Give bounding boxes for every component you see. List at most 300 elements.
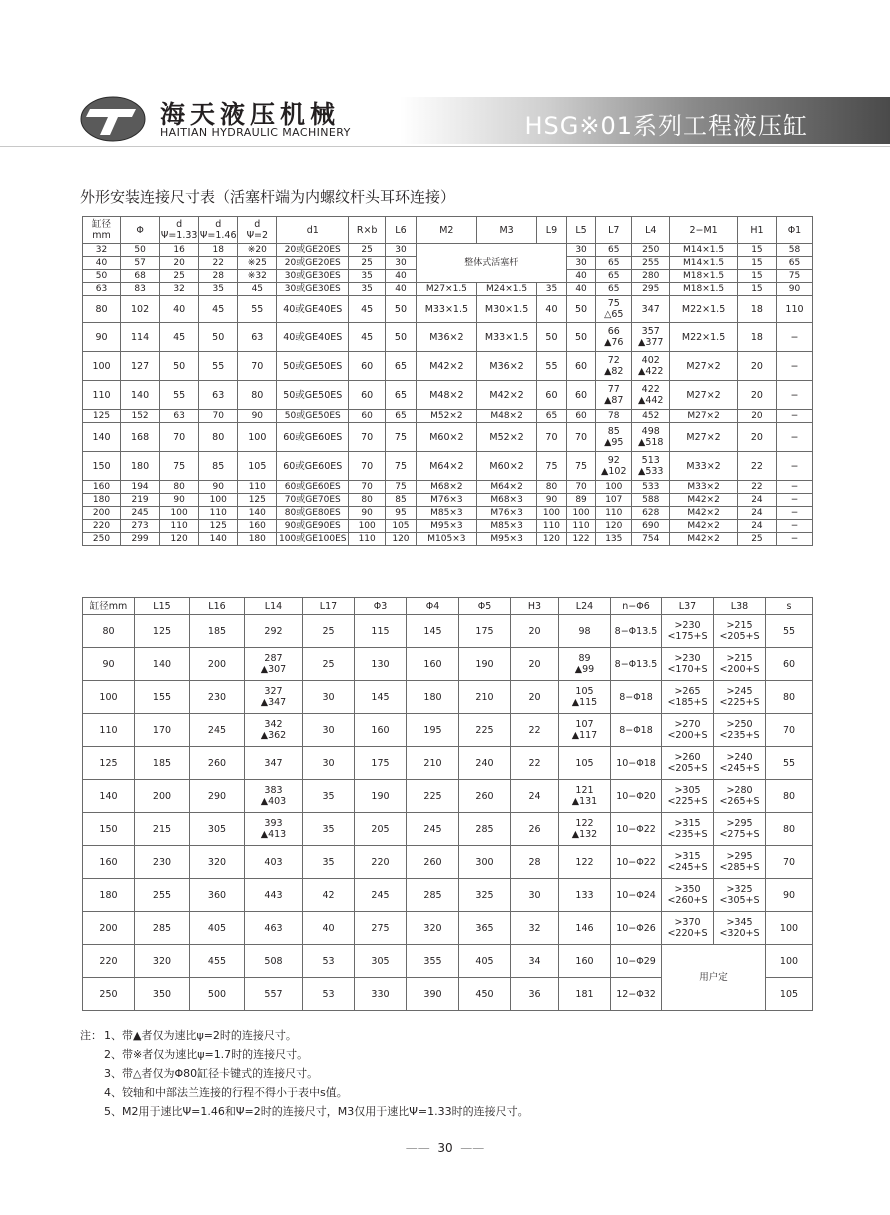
table-cell: 90 <box>83 648 135 681</box>
table-cell: − <box>776 381 812 410</box>
table-cell: 25 <box>349 244 386 257</box>
table-cell: 230 <box>190 681 245 714</box>
table-cell: 25 <box>349 257 386 270</box>
column-header: Φ5 <box>459 598 511 615</box>
table-cell: 100 <box>537 507 567 520</box>
table-cell: 30 <box>303 681 355 714</box>
table-cell: 357 ▲377 <box>632 323 670 352</box>
table-cell: 105 <box>559 747 611 780</box>
table-cell: 22 <box>199 257 238 270</box>
table-cell: 146 <box>559 912 611 945</box>
table-cell: 20 <box>737 423 776 452</box>
table-cell: 225 <box>459 714 511 747</box>
table-cell: 100 <box>238 423 277 452</box>
table-cell: 122 ▲132 <box>559 813 611 846</box>
table-cell: 121 ▲131 <box>559 780 611 813</box>
table-cell: >230 <175+S <box>662 615 714 648</box>
table-cell: 8−Φ13.5 <box>611 648 662 681</box>
column-header: Φ4 <box>407 598 459 615</box>
table-cell: M95×3 <box>416 520 476 533</box>
table-cell: 452 <box>632 410 670 423</box>
table-cell: 100 <box>566 507 596 520</box>
table-cell: 50 <box>386 323 417 352</box>
table-cell: 557 <box>245 978 303 1011</box>
table-cell: 160 <box>83 846 135 879</box>
table-cell: − <box>776 507 812 520</box>
column-header: H1 <box>737 217 776 244</box>
table-cell: >240 <245+S <box>714 747 766 780</box>
table-cell: 185 <box>190 615 245 648</box>
table-cell: 22 <box>737 481 776 494</box>
table-cell: 110 <box>199 507 238 520</box>
table-cell: 190 <box>355 780 407 813</box>
table-cell: 60或GE60ES <box>277 452 349 481</box>
table-cell: 160 <box>238 520 277 533</box>
table-cell: 65 <box>596 244 632 257</box>
table-cell: 10−Φ22 <box>611 846 662 879</box>
table-cell: 285 <box>135 912 190 945</box>
table-cell: 325 <box>459 879 511 912</box>
table-cell: 80 <box>199 423 238 452</box>
table-cell: >295 <285+S <box>714 846 766 879</box>
table-cell: 8−Φ18 <box>611 714 662 747</box>
table-cell: 60或GE60ES <box>277 423 349 452</box>
haitian-logo-icon <box>80 95 146 143</box>
table-cell: 145 <box>407 615 459 648</box>
table-cell: 60 <box>537 381 567 410</box>
table-cell: 260 <box>459 780 511 813</box>
table-cell: 225 <box>407 780 459 813</box>
table-cell: 80 <box>537 481 567 494</box>
table-cell: 150 <box>83 813 135 846</box>
table-cell: 53 <box>303 945 355 978</box>
table-cell: 305 <box>190 813 245 846</box>
column-header: Φ <box>121 217 160 244</box>
table-cell: 405 <box>190 912 245 945</box>
column-header: d Ψ=1.46 <box>199 217 238 244</box>
table-cell: 30 <box>303 747 355 780</box>
table-cell: M85×3 <box>476 520 536 533</box>
page-number: —— 30 —— <box>405 1141 485 1155</box>
table-cell: 24 <box>737 494 776 507</box>
table-row <box>83 648 813 681</box>
table-cell: 195 <box>407 714 459 747</box>
table-cell: 305 <box>355 945 407 978</box>
table-cell: 299 <box>121 533 160 546</box>
table-cell: >260 <205+S <box>662 747 714 780</box>
table-cell: 110 <box>537 520 567 533</box>
table-cell: 127 <box>121 352 160 381</box>
table-row <box>83 244 813 257</box>
table-cell: 30 <box>386 244 417 257</box>
table-cell: 85 <box>199 452 238 481</box>
table-cell: 125 <box>135 615 190 648</box>
table-cell: 80 <box>83 615 135 648</box>
table-cell: 50 <box>160 352 199 381</box>
table-cell: 245 <box>190 714 245 747</box>
column-header: L38 <box>714 598 766 615</box>
table-cell: 120 <box>537 533 567 546</box>
table-row <box>83 381 813 410</box>
table-cell: 105 <box>238 452 277 481</box>
column-header: L17 <box>303 598 355 615</box>
table-cell: 70 <box>349 452 386 481</box>
table-cell: 75 △65 <box>596 296 632 323</box>
table-cell: 210 <box>459 681 511 714</box>
table-row <box>83 912 813 945</box>
table-cell: 120 <box>596 520 632 533</box>
table-cell: 588 <box>632 494 670 507</box>
table-row <box>83 846 813 879</box>
table-cell: − <box>776 481 812 494</box>
table-cell: M27×2 <box>670 410 738 423</box>
table-cell: 327 ▲347 <box>245 681 303 714</box>
table-cell: 20或GE20ES <box>277 244 349 257</box>
table-cell: 105 ▲115 <box>559 681 611 714</box>
table-cell: M30×1.5 <box>476 296 536 323</box>
table-cell: 55 <box>199 352 238 381</box>
table-cell: 18 <box>199 244 238 257</box>
table-cell: 110 <box>566 520 596 533</box>
table-cell: 65 <box>776 257 812 270</box>
table-cell: 200 <box>83 912 135 945</box>
table-cell: 194 <box>121 481 160 494</box>
header-divider <box>0 146 890 147</box>
table-cell: 70 <box>766 846 813 879</box>
table-cell: 75 <box>776 270 812 283</box>
table-cell: 170 <box>135 714 190 747</box>
table-cell: 180 <box>238 533 277 546</box>
table-cell: 25 <box>737 533 776 546</box>
table-cell: 140 <box>121 381 160 410</box>
page-number-value: 30 <box>437 1141 453 1155</box>
table-cell: 168 <box>121 423 160 452</box>
table-cell: >245 <225+S <box>714 681 766 714</box>
table-cell: 55 <box>537 352 567 381</box>
table-cell: 405 <box>459 945 511 978</box>
table-cell: 90或GE90ES <box>277 520 349 533</box>
table-cell: 50 <box>566 296 596 323</box>
table-cell: 443 <box>245 879 303 912</box>
table-row <box>83 507 813 520</box>
table-cell: 250 <box>632 244 670 257</box>
table-cell: 403 <box>245 846 303 879</box>
note-item <box>80 1064 529 1083</box>
table-cell: >350 <260+S <box>662 879 714 912</box>
table-cell: 393 ▲413 <box>245 813 303 846</box>
table-cell: 70 <box>766 714 813 747</box>
table-cell: 63 <box>238 323 277 352</box>
brand-name-cn: 海天液压机械 <box>160 100 341 129</box>
table-cell: 402 ▲422 <box>632 352 670 381</box>
table-row <box>83 410 813 423</box>
table-cell: 102 <box>121 296 160 323</box>
table-cell: 65 <box>596 270 632 283</box>
table-cell: 90 <box>776 283 812 296</box>
table-cell: 80 <box>83 296 121 323</box>
table-cell: M22×1.5 <box>670 296 738 323</box>
table-cell: 320 <box>190 846 245 879</box>
table-cell: 60 <box>349 410 386 423</box>
table-row <box>83 615 813 648</box>
table-cell: 80 <box>766 813 813 846</box>
table-cell: 140 <box>135 648 190 681</box>
column-header: 缸径mm <box>83 598 135 615</box>
table-cell: 250 <box>83 978 135 1011</box>
table-cell: 90 <box>199 481 238 494</box>
table-cell: 68 <box>121 270 160 283</box>
table-cell: 57 <box>121 257 160 270</box>
table-cell: 60 <box>566 410 596 423</box>
table-cell: 30 <box>566 244 596 257</box>
table-cell: 80 <box>238 381 277 410</box>
table-cell: M36×2 <box>476 352 536 381</box>
table-cell: >345 <320+S <box>714 912 766 945</box>
table-cell: 160 <box>407 648 459 681</box>
table-cell: 105 <box>386 520 417 533</box>
table-cell: M27×2 <box>670 423 738 452</box>
table-cell: M27×1.5 <box>416 283 476 296</box>
table-cell: 80或GE80ES <box>277 507 349 520</box>
table-cell: 35 <box>303 813 355 846</box>
table-cell: − <box>776 423 812 452</box>
table-cell: 285 <box>407 879 459 912</box>
column-header: L14 <box>245 598 303 615</box>
table-cell: 40 <box>160 296 199 323</box>
table-cell: 55 <box>766 747 813 780</box>
column-header: L24 <box>559 598 611 615</box>
table-cell: 60 <box>349 352 386 381</box>
table-cell: 260 <box>407 846 459 879</box>
column-header: H3 <box>511 598 559 615</box>
table-cell: 40 <box>83 257 121 270</box>
table-cell: M33×1.5 <box>476 323 536 352</box>
table-cell: − <box>776 533 812 546</box>
table-cell: 10−Φ29 <box>611 945 662 978</box>
table-cell: M76×3 <box>476 507 536 520</box>
table-cell: >315 <235+S <box>662 813 714 846</box>
table-cell: 50或GE50ES <box>277 352 349 381</box>
table-cell: 70或GE70ES <box>277 494 349 507</box>
table-cell: 100 <box>349 520 386 533</box>
table-cell: 100 <box>766 912 813 945</box>
table-cell: 77 ▲87 <box>596 381 632 410</box>
table-cell: 36 <box>511 978 559 1011</box>
notes-section <box>80 1026 529 1121</box>
column-header: L9 <box>537 217 567 244</box>
table-cell: M42×2 <box>670 494 738 507</box>
table-cell: 205 <box>355 813 407 846</box>
table-row <box>83 352 813 381</box>
table-cell: M18×1.5 <box>670 283 738 296</box>
page-header <box>0 0 890 150</box>
table-cell: 110 <box>160 520 199 533</box>
table-cell: 100 <box>160 507 199 520</box>
table-cell: 26 <box>511 813 559 846</box>
column-header: s <box>766 598 813 615</box>
table-cell: 181 <box>559 978 611 1011</box>
table-cell: 63 <box>83 283 121 296</box>
table-row <box>83 533 813 546</box>
table-cell: 245 <box>355 879 407 912</box>
table-cell: 690 <box>632 520 670 533</box>
column-header: Φ3 <box>355 598 407 615</box>
table-cell: M27×2 <box>670 381 738 410</box>
table-cell: 80 <box>766 681 813 714</box>
table-cell: 70 <box>349 423 386 452</box>
table-cell: 292 <box>245 615 303 648</box>
table-cell: M42×2 <box>670 533 738 546</box>
table-cell: 40 <box>386 270 417 283</box>
table-cell: >215 <200+S <box>714 648 766 681</box>
table-cell: 30 <box>303 714 355 747</box>
column-header: M2 <box>416 217 476 244</box>
table-cell: 160 <box>355 714 407 747</box>
column-header: Φ1 <box>776 217 812 244</box>
table-cell: 180 <box>83 494 121 507</box>
table-cell: 320 <box>407 912 459 945</box>
table-cell: 65 <box>596 283 632 296</box>
table-cell: 330 <box>355 978 407 1011</box>
table-cell: >250 <235+S <box>714 714 766 747</box>
table-cell: 80 <box>766 780 813 813</box>
table-cell: 180 <box>407 681 459 714</box>
table-cell: 35 <box>349 283 386 296</box>
table-cell: 390 <box>407 978 459 1011</box>
table-cell: M33×2 <box>670 481 738 494</box>
table-cell: 15 <box>737 283 776 296</box>
dimension-table-1 <box>82 216 813 546</box>
table-cell: 70 <box>160 423 199 452</box>
column-header: d Ψ=1.33 <box>160 217 199 244</box>
column-header: 缸径 mm <box>83 217 121 244</box>
table-cell: 10−Φ18 <box>611 747 662 780</box>
table-cell: 75 <box>386 423 417 452</box>
table-cell: 90 <box>83 323 121 352</box>
table-cell: 24 <box>737 507 776 520</box>
table-cell: 60 <box>566 381 596 410</box>
table-cell: 65 <box>386 410 417 423</box>
table-cell: M60×2 <box>476 452 536 481</box>
table-cell: 175 <box>459 615 511 648</box>
table-cell: M42×2 <box>416 352 476 381</box>
table-cell: 90 <box>537 494 567 507</box>
table-cell: 140 <box>238 507 277 520</box>
note-item <box>80 1102 529 1121</box>
note-item <box>80 1026 529 1045</box>
table-cell: 250 <box>83 533 121 546</box>
table-cell: 70 <box>566 423 596 452</box>
table-cell: 110 <box>83 381 121 410</box>
table-cell: 508 <box>245 945 303 978</box>
table-cell: 255 <box>632 257 670 270</box>
table-cell: M14×1.5 <box>670 257 738 270</box>
table-cell: 80 <box>349 494 386 507</box>
table-cell: 150 <box>83 452 121 481</box>
table-cell: 422 ▲442 <box>632 381 670 410</box>
table-cell: 350 <box>135 978 190 1011</box>
table-cell: 60 <box>349 381 386 410</box>
table-cell: 78 <box>596 410 632 423</box>
table-cell: 66 ▲76 <box>596 323 632 352</box>
note-text: 2、带※者仅为速比ψ=1.7时的连接尺寸。 <box>104 1048 309 1061</box>
table-cell: M48×2 <box>476 410 536 423</box>
table-cell: 25 <box>303 648 355 681</box>
table-cell: 342 ▲362 <box>245 714 303 747</box>
table-cell: 245 <box>121 507 160 520</box>
table-header-row <box>83 598 813 615</box>
table-cell: 72 ▲82 <box>596 352 632 381</box>
table-cell: 95 <box>386 507 417 520</box>
table-cell: 90 <box>766 879 813 912</box>
table-cell: 10−Φ22 <box>611 813 662 846</box>
table-cell: 50 <box>537 323 567 352</box>
table-cell: M85×3 <box>416 507 476 520</box>
table-cell: 75 <box>386 481 417 494</box>
table-cell: 628 <box>632 507 670 520</box>
table-cell: 275 <box>355 912 407 945</box>
table-cell: 60或GE60ES <box>277 481 349 494</box>
table-cell: 215 <box>135 813 190 846</box>
table-cell: 28 <box>199 270 238 283</box>
table-cell: 58 <box>776 244 812 257</box>
table-header-row <box>83 217 813 244</box>
table-cell: 45 <box>238 283 277 296</box>
table-cell: 455 <box>190 945 245 978</box>
table-cell: 92 ▲102 <box>596 452 632 481</box>
table-cell: 75 <box>537 452 567 481</box>
table-cell: 133 <box>559 879 611 912</box>
table-cell: 45 <box>349 296 386 323</box>
table-cell: M105×3 <box>416 533 476 546</box>
table-cell: 98 <box>559 615 611 648</box>
table-cell: 10−Φ26 <box>611 912 662 945</box>
table-cell: 255 <box>135 879 190 912</box>
table-cell: 35 <box>199 283 238 296</box>
table-cell: 200 <box>135 780 190 813</box>
column-header: L7 <box>596 217 632 244</box>
table-row <box>83 323 813 352</box>
note-text: 5、M2用于速比Ψ=1.46和Ψ=2时的连接尺寸，M3仅用于速比Ψ=1.33时的连接尺寸。 <box>104 1105 529 1118</box>
table-cell: M52×2 <box>416 410 476 423</box>
table-cell: 90 <box>238 410 277 423</box>
dimension-table-2 <box>82 597 813 1011</box>
table-cell: 125 <box>83 747 135 780</box>
table-row <box>83 747 813 780</box>
table-cell: 85 ▲95 <box>596 423 632 452</box>
table-cell: 18 <box>737 323 776 352</box>
table-cell: >215 <205+S <box>714 615 766 648</box>
table-cell: 60 <box>566 352 596 381</box>
table-cell: 15 <box>737 270 776 283</box>
table-row <box>83 296 813 323</box>
table-cell: 100 <box>83 681 135 714</box>
table-cell: 122 <box>566 533 596 546</box>
table-cell: 220 <box>83 945 135 978</box>
table-cell: >370 <220+S <box>662 912 714 945</box>
table-cell: 115 <box>355 615 407 648</box>
table-cell: M18×1.5 <box>670 270 738 283</box>
table-cell: 40或GE40ES <box>277 296 349 323</box>
note-item <box>80 1083 529 1102</box>
table-cell: 355 <box>407 945 459 978</box>
table-cell: 40 <box>303 912 355 945</box>
merged-note-cell: 整体式活塞杆 <box>416 257 566 270</box>
table-cell: 120 <box>160 533 199 546</box>
table-cell: ※20 <box>238 244 277 257</box>
table-cell: 40 <box>566 270 596 283</box>
table-cell: 245 <box>407 813 459 846</box>
